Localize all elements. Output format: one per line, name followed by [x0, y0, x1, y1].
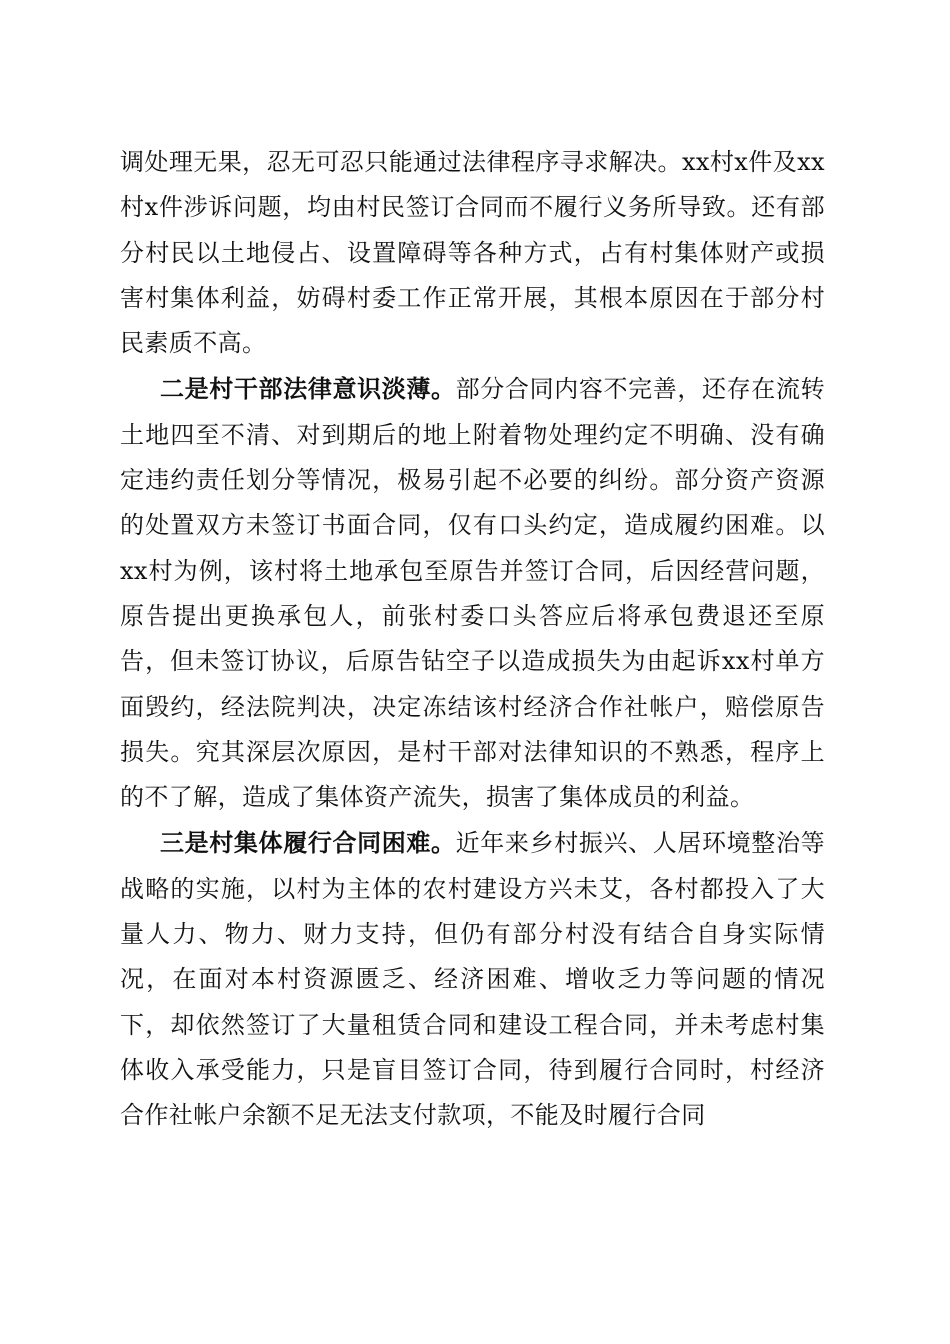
- paragraph-cadre-legal-awareness: [120, 366, 825, 820]
- paragraph-contract-performance: [120, 820, 825, 1138]
- paragraph-continued: [120, 140, 825, 366]
- paragraph-body: 近年来乡村振兴、人居环境整治等战略的实施，以村为主体的农村建设方兴未艾，各村都投入了大量人力、物力、财力支持，但仍有部分村没有结合自身实际情况，在面对本村资源匮乏、经济困难、增收乏力等问题的情况下，却依然签订了大量租赁合同和建设工程合同，并未考虑村集体收入承受能力，只是盲目签订合同，待到履行合同时，村经济合作社帐户余额不足无法支付款项，不能及时履行合同: [120, 829, 825, 1130]
- paragraph-body: 部分合同内容不完善，还存在流转土地四至不清、对到期后的地上附着物处理约定不明确、没有确定违约责任划分等情况，极易引起不必要的纠纷。部分资产资源的处置双方未签订书面合同，仅有口头约定，造成履约困难。以xx村为例，该村将土地承包至原告并签订合同，后因经营问题，原告提出更换承包人，前张村委口头答应后将承包费退还至原告，但未签订协议，后原告钻空子以造成损失为由起诉xx村单方面毁约，经法院判决，决定冻结该村经济合作社帐户，赔偿原告损失。究其深层次原因，是村干部对法律知识的不熟悉，程序上的不了解，造成了集体资产流失，损害了集体成员的利益。: [120, 375, 825, 812]
- paragraph-heading: 二是村干部法律意识淡薄。: [160, 374, 456, 404]
- paragraph-body: 调处理无果，忍无可忍只能通过法律程序寻求解决。xx村x件及xx村x件涉诉问题，均由村民签订合同而不履行义务所导致。还有部分村民以土地侵占、设置障碍等各种方式，占有村集体财产或损害村集体利益，妨碍村委工作正常开展，其根本原因在于部分村民素质不高。: [120, 148, 825, 358]
- document-body: [120, 140, 825, 1139]
- paragraph-heading: 三是村集体履行合同困难。: [160, 828, 456, 858]
